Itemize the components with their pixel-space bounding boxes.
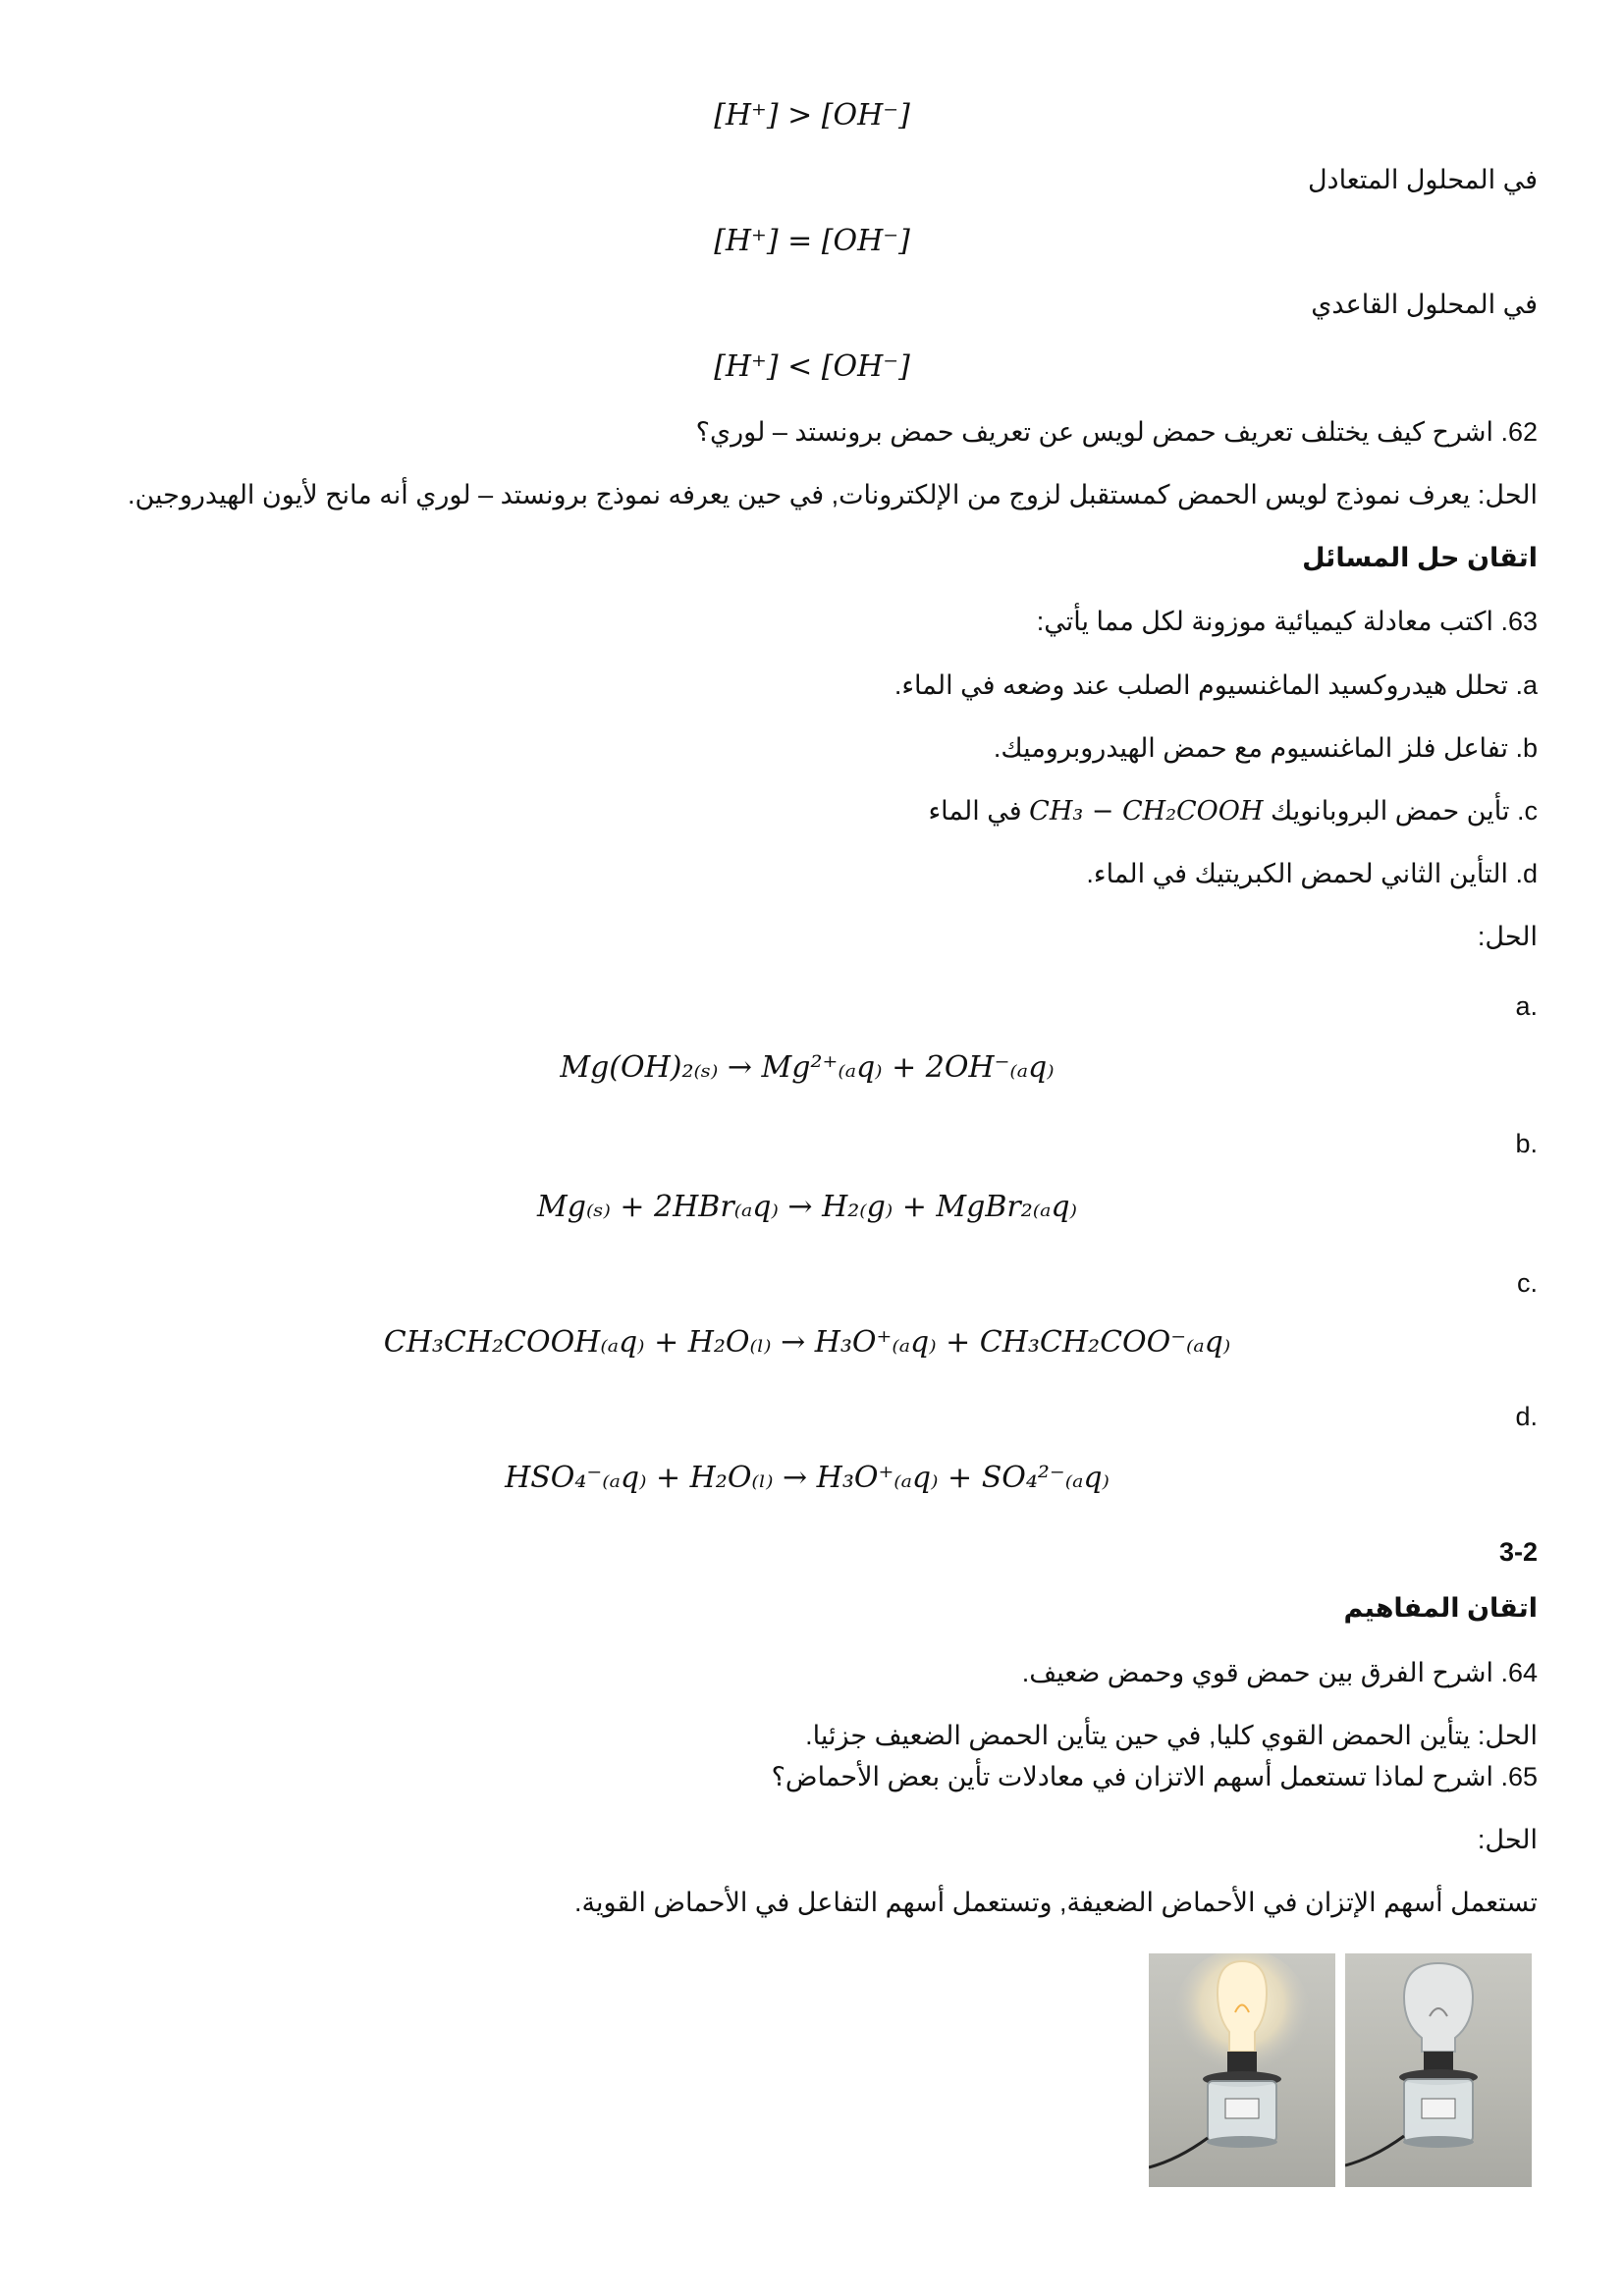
section-heading-concepts: اتقان المفاهيم (1343, 1593, 1538, 1623)
equation-63-b: Mg₍ₛ₎ + 2HBr₍ₐq₎ → H₂₍g₎ + MgBr₂₍ₐq₎ (537, 1190, 1077, 1224)
equation-acidic: [H⁺] > [OH⁻] (714, 98, 910, 133)
question-63-d: d. التأين الثاني لحمض الكبريتيك في الماء. (1086, 859, 1538, 888)
answer-62: الحل: يعرف نموذج لويس الحمض كمستقبل لزوج من الإلكترونات, في حين يعرفه نموذج برونستد – لوري أنه مانح لأيون الهيدروجين. (127, 480, 1538, 509)
solution-item-label-d: d. (1515, 1402, 1538, 1431)
question-63-b: b. تفاعل فلز الماغنسيوم مع حمض الهيدروبروميك. (993, 733, 1538, 763)
dim-bulb-illustration (1345, 1953, 1532, 2187)
lit-bulb-illustration (1149, 1953, 1335, 2187)
equation-63-d: HSO₄⁻₍ₐq₎ + H₂O₍ₗ₎ → H₃O⁺₍ₐq₎ + SO₄²⁻₍ₐq₎ (505, 1461, 1110, 1495)
question-63-c-formula: CH₃ − CH₂COOH (1029, 796, 1264, 827)
equation-63-a: Mg(OH)₂₍ₛ₎ → Mg²⁺₍ₐq₎ + 2OH⁻₍ₐq₎ (560, 1050, 1055, 1085)
answer-64: الحل: يتأين الحمض القوي كليا, في حين يتأين الحمض الضعيف جزئيا. (805, 1721, 1538, 1750)
equation-neutral: [H⁺] = [OH⁻] (714, 224, 910, 258)
lamp-photo-dim (1345, 1953, 1532, 2187)
solution-item-label-b: b. (1515, 1129, 1538, 1158)
question-63-a: a. تحلل هيدروكسيد الماغنسيوم الصلب عند وضعه في الماء. (893, 670, 1538, 700)
question-64: 64. اشرح الفرق بين حمض قوي وحمض ضعيف. (1021, 1658, 1538, 1687)
question-63-c-text: c. تأين حمض البروبانويك (1271, 796, 1538, 826)
lamp-photos (1149, 1953, 1532, 2187)
answer-65: تستعمل أسهم الإتزان في الأحماض الضعيفة, وتستعمل أسهم التفاعل في الأحماض القوية. (574, 1888, 1538, 1917)
basic-solution-label: في المحلول القاعدي (1311, 290, 1538, 319)
solution-label-65: الحل: (1477, 1825, 1538, 1854)
equation-basic: [H⁺] < [OH⁻] (714, 349, 910, 384)
question-65: 65. اشرح لماذا تستعمل أسهم الاتزان في معادلات تأين بعض الأحماض؟ (771, 1762, 1538, 1791)
question-63: 63. اكتب معادلة كيميائية موزونة لكل مما يأتي: (1036, 607, 1538, 636)
lamp-photo-lit (1149, 1953, 1335, 2187)
question-62: 62. اشرح كيف يختلف تعريف حمض لويس عن تعريف حمض برونستد – لوري؟ (695, 417, 1538, 447)
solution-label-63: الحل: (1477, 922, 1538, 951)
question-63-c-end: في الماء (928, 796, 1022, 826)
solution-item-label-a: a. (1515, 991, 1538, 1021)
section-heading-problems: اتقان حل المسائل (1302, 543, 1538, 572)
neutral-solution-label: في المحلول المتعادل (1307, 165, 1538, 194)
question-63-c (928, 795, 1538, 828)
section-number: 3-2 (1498, 1537, 1538, 1567)
equation-63-c: CH₃CH₂COOH₍ₐq₎ + H₂O₍ₗ₎ → H₃O⁺₍ₐq₎ + CH₃CH₂COO⁻₍ₐq₎ (383, 1325, 1231, 1360)
solution-item-label-c: c. (1516, 1268, 1538, 1298)
